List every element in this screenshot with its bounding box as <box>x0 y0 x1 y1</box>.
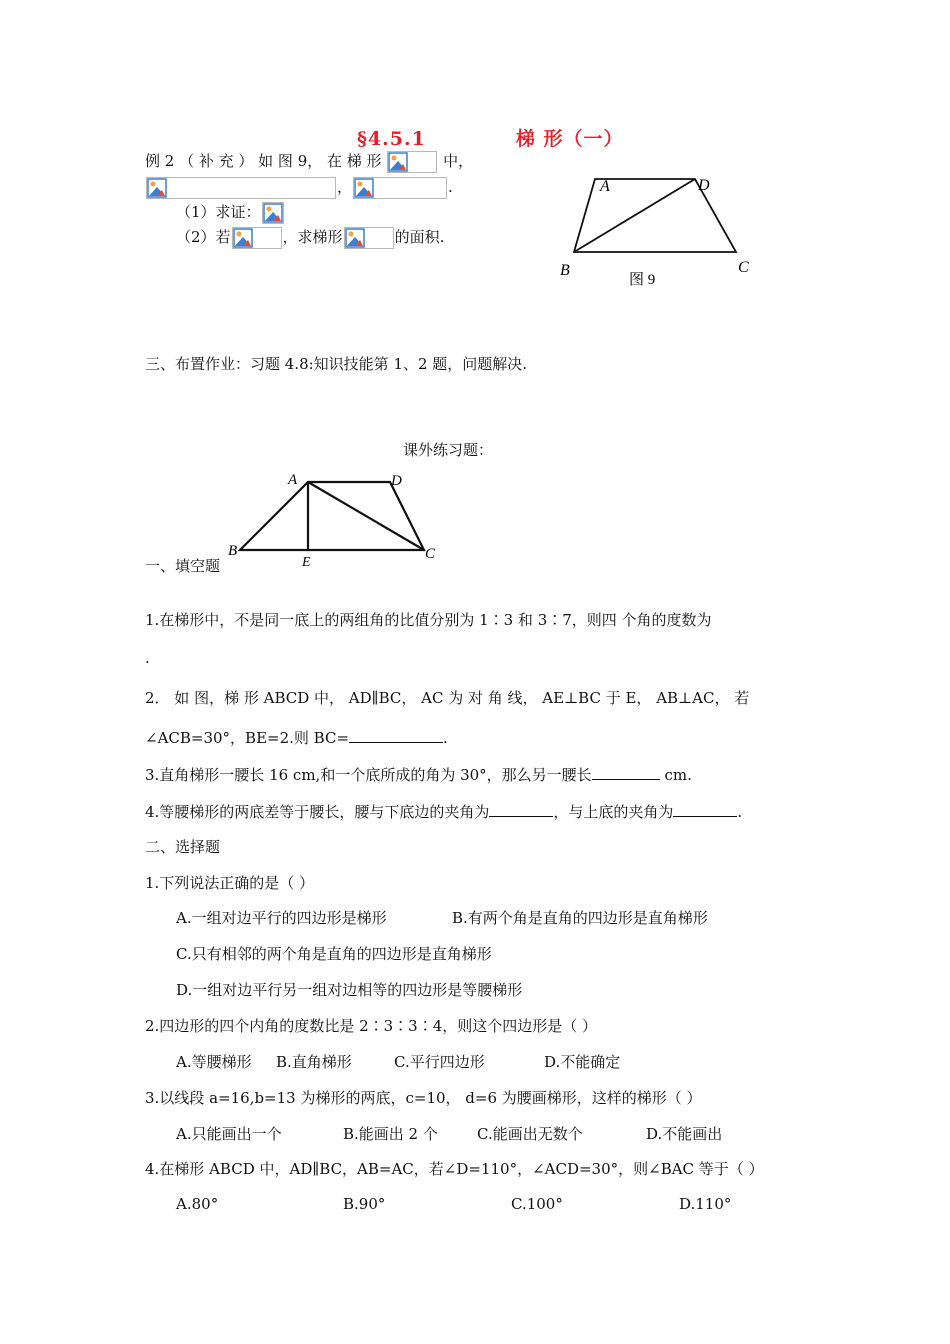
broken-image-icon <box>146 177 336 199</box>
broken-image-icon <box>262 202 284 224</box>
choice-q1-option-c[interactable]: C.只有相邻的两个角是直角的四边形是直角梯形 <box>176 945 492 963</box>
choice-q2: 2.四边形的四个内角的度数比是 2∶3∶3∶4，则这个四边形是（ ） <box>145 1017 598 1035</box>
example-lead: 例 2 （ 补 充 ） 如 图 9， 在 梯 形 <box>145 152 382 170</box>
fill-q4-mid: ，与上底的夹角为 <box>553 803 674 821</box>
choice-q1-option-a[interactable]: A.一组对边平行的四边形是梯形 <box>176 909 387 927</box>
broken-image-icon <box>353 177 447 199</box>
question-2 <box>176 226 444 249</box>
figure-9-caption: 图 9 <box>629 272 656 288</box>
example-line-2 <box>145 176 453 199</box>
vertex-b: B <box>228 543 238 559</box>
homework-line: 三、布置作业：习题 4.8:知识技能第 1、2 题，问题解决. <box>145 355 528 373</box>
choice-q2-option-d[interactable]: D.不能确定 <box>544 1053 621 1071</box>
choice-q2-option-c[interactable]: C.平行四边形 <box>394 1053 485 1071</box>
choice-q3-option-a[interactable]: A.只能画出一个 <box>176 1125 282 1143</box>
answer-blank[interactable] <box>673 802 737 817</box>
choice-q2-option-a[interactable]: A.等腰梯形 <box>176 1053 252 1071</box>
vertex-a: A <box>288 472 298 488</box>
fill-q2-text: ∠ACB=30°，BE=2.则 BC= <box>145 729 350 747</box>
fill-q1-line-1: 1.在梯形中，不是同一底上的两组角的比值分别为 1∶3 和 3∶7，则四 个角的度数为 <box>145 611 712 629</box>
fill-q2-line-1: 2． 如 图，梯 形 ABCD 中， AD∥BC， AC 为 对 角 线， AE⊥BC 于 E， AB⊥AC， 若 <box>145 689 750 707</box>
choice-q1-row-1 <box>176 907 708 928</box>
page-title <box>357 124 623 151</box>
extra-practice-title: 课外练习题： <box>403 441 494 459</box>
section-number: §4.5.1 <box>357 128 426 150</box>
choice-q4-option-b[interactable]: B.90° <box>343 1195 386 1213</box>
question-2-end: 的面积. <box>394 228 445 246</box>
choice-q4-options <box>176 1195 731 1213</box>
choice-q2-option-b[interactable]: B.直角梯形 <box>276 1053 352 1071</box>
choice-q3-option-b[interactable]: B.能画出 2 个 <box>343 1125 438 1143</box>
vertex-d: D <box>391 473 402 489</box>
fill-q2-line-2 <box>145 727 448 748</box>
vertex-c: C <box>425 546 436 562</box>
vertex-d: D <box>698 177 710 194</box>
comma: ， <box>337 178 353 196</box>
question-1-label: （1）求证： <box>176 203 261 221</box>
trapezoid-abcd <box>240 482 424 550</box>
example-lead-end: 中， <box>443 152 474 170</box>
question-1 <box>176 201 285 224</box>
fill-q4 <box>145 801 742 822</box>
broken-image-icon <box>232 227 282 249</box>
figure-abcd-e <box>226 466 446 572</box>
choice-q3: 3.以线段 a=16,b=13 为梯形的两底，c=10， d=6 为腰画梯形，这样的梯形（ ） <box>145 1089 702 1107</box>
choice-q3-options <box>176 1123 722 1144</box>
choice-q4-option-d[interactable]: D.110° <box>679 1195 732 1213</box>
choice-q2-options <box>176 1051 620 1072</box>
question-2-mid: ，求梯形 <box>282 228 343 246</box>
figure-9 <box>555 170 765 295</box>
fill-q1-line-2: . <box>145 649 150 667</box>
fill-q4-end: . <box>737 803 743 821</box>
example-line-1 <box>145 150 473 173</box>
answer-blank[interactable] <box>489 802 553 817</box>
fill-q3-text: 3.直角梯形一腰长 16 cm,和一个底所成的角为 30°，那么另一腰长 <box>145 766 592 784</box>
choice-q1-option-d[interactable]: D.一组对边平行另一组对边相等的四边形是等腰梯形 <box>176 981 523 999</box>
section-fill-heading: 一、填空题 <box>145 557 221 575</box>
section-title: 梯 形（一） <box>515 128 624 150</box>
period: . <box>448 178 453 196</box>
fill-q2-end: . <box>443 729 448 747</box>
choice-q4-option-c[interactable]: C.100° <box>511 1195 563 1213</box>
answer-blank[interactable] <box>592 765 660 780</box>
trapezoid-abcd <box>574 179 736 252</box>
vertex-c: C <box>738 259 749 276</box>
choice-q1: 1.下列说法正确的是（ ） <box>145 874 315 892</box>
choice-q4: 4.在梯形 ABCD 中，AD∥BC，AB=AC，若∠D=110°，∠ACD=30°，则∠BAC 等于（ ） <box>145 1160 764 1178</box>
broken-image-icon <box>344 227 394 249</box>
choice-q3-option-c[interactable]: C.能画出无数个 <box>477 1125 583 1143</box>
vertex-b: B <box>560 262 570 279</box>
answer-blank[interactable] <box>349 728 443 743</box>
fill-q3-unit: cm. <box>659 766 692 784</box>
fill-q4-text: 4.等腰梯形的两底差等于腰长，腰与下底边的夹角为 <box>145 803 490 821</box>
broken-image-icon <box>387 151 437 173</box>
section-choice-heading: 二、选择题 <box>145 838 221 856</box>
choice-q1-option-b[interactable]: B.有两个角是直角的四边形是直角梯形 <box>452 909 708 927</box>
question-2-pre: （2）若 <box>176 228 231 246</box>
vertex-e: E <box>302 555 311 570</box>
choice-q4-option-a[interactable]: A.80° <box>176 1195 219 1213</box>
fill-q3 <box>145 764 692 785</box>
choice-q3-option-d[interactable]: D.不能画出 <box>646 1125 723 1143</box>
vertex-a: A <box>600 178 610 195</box>
